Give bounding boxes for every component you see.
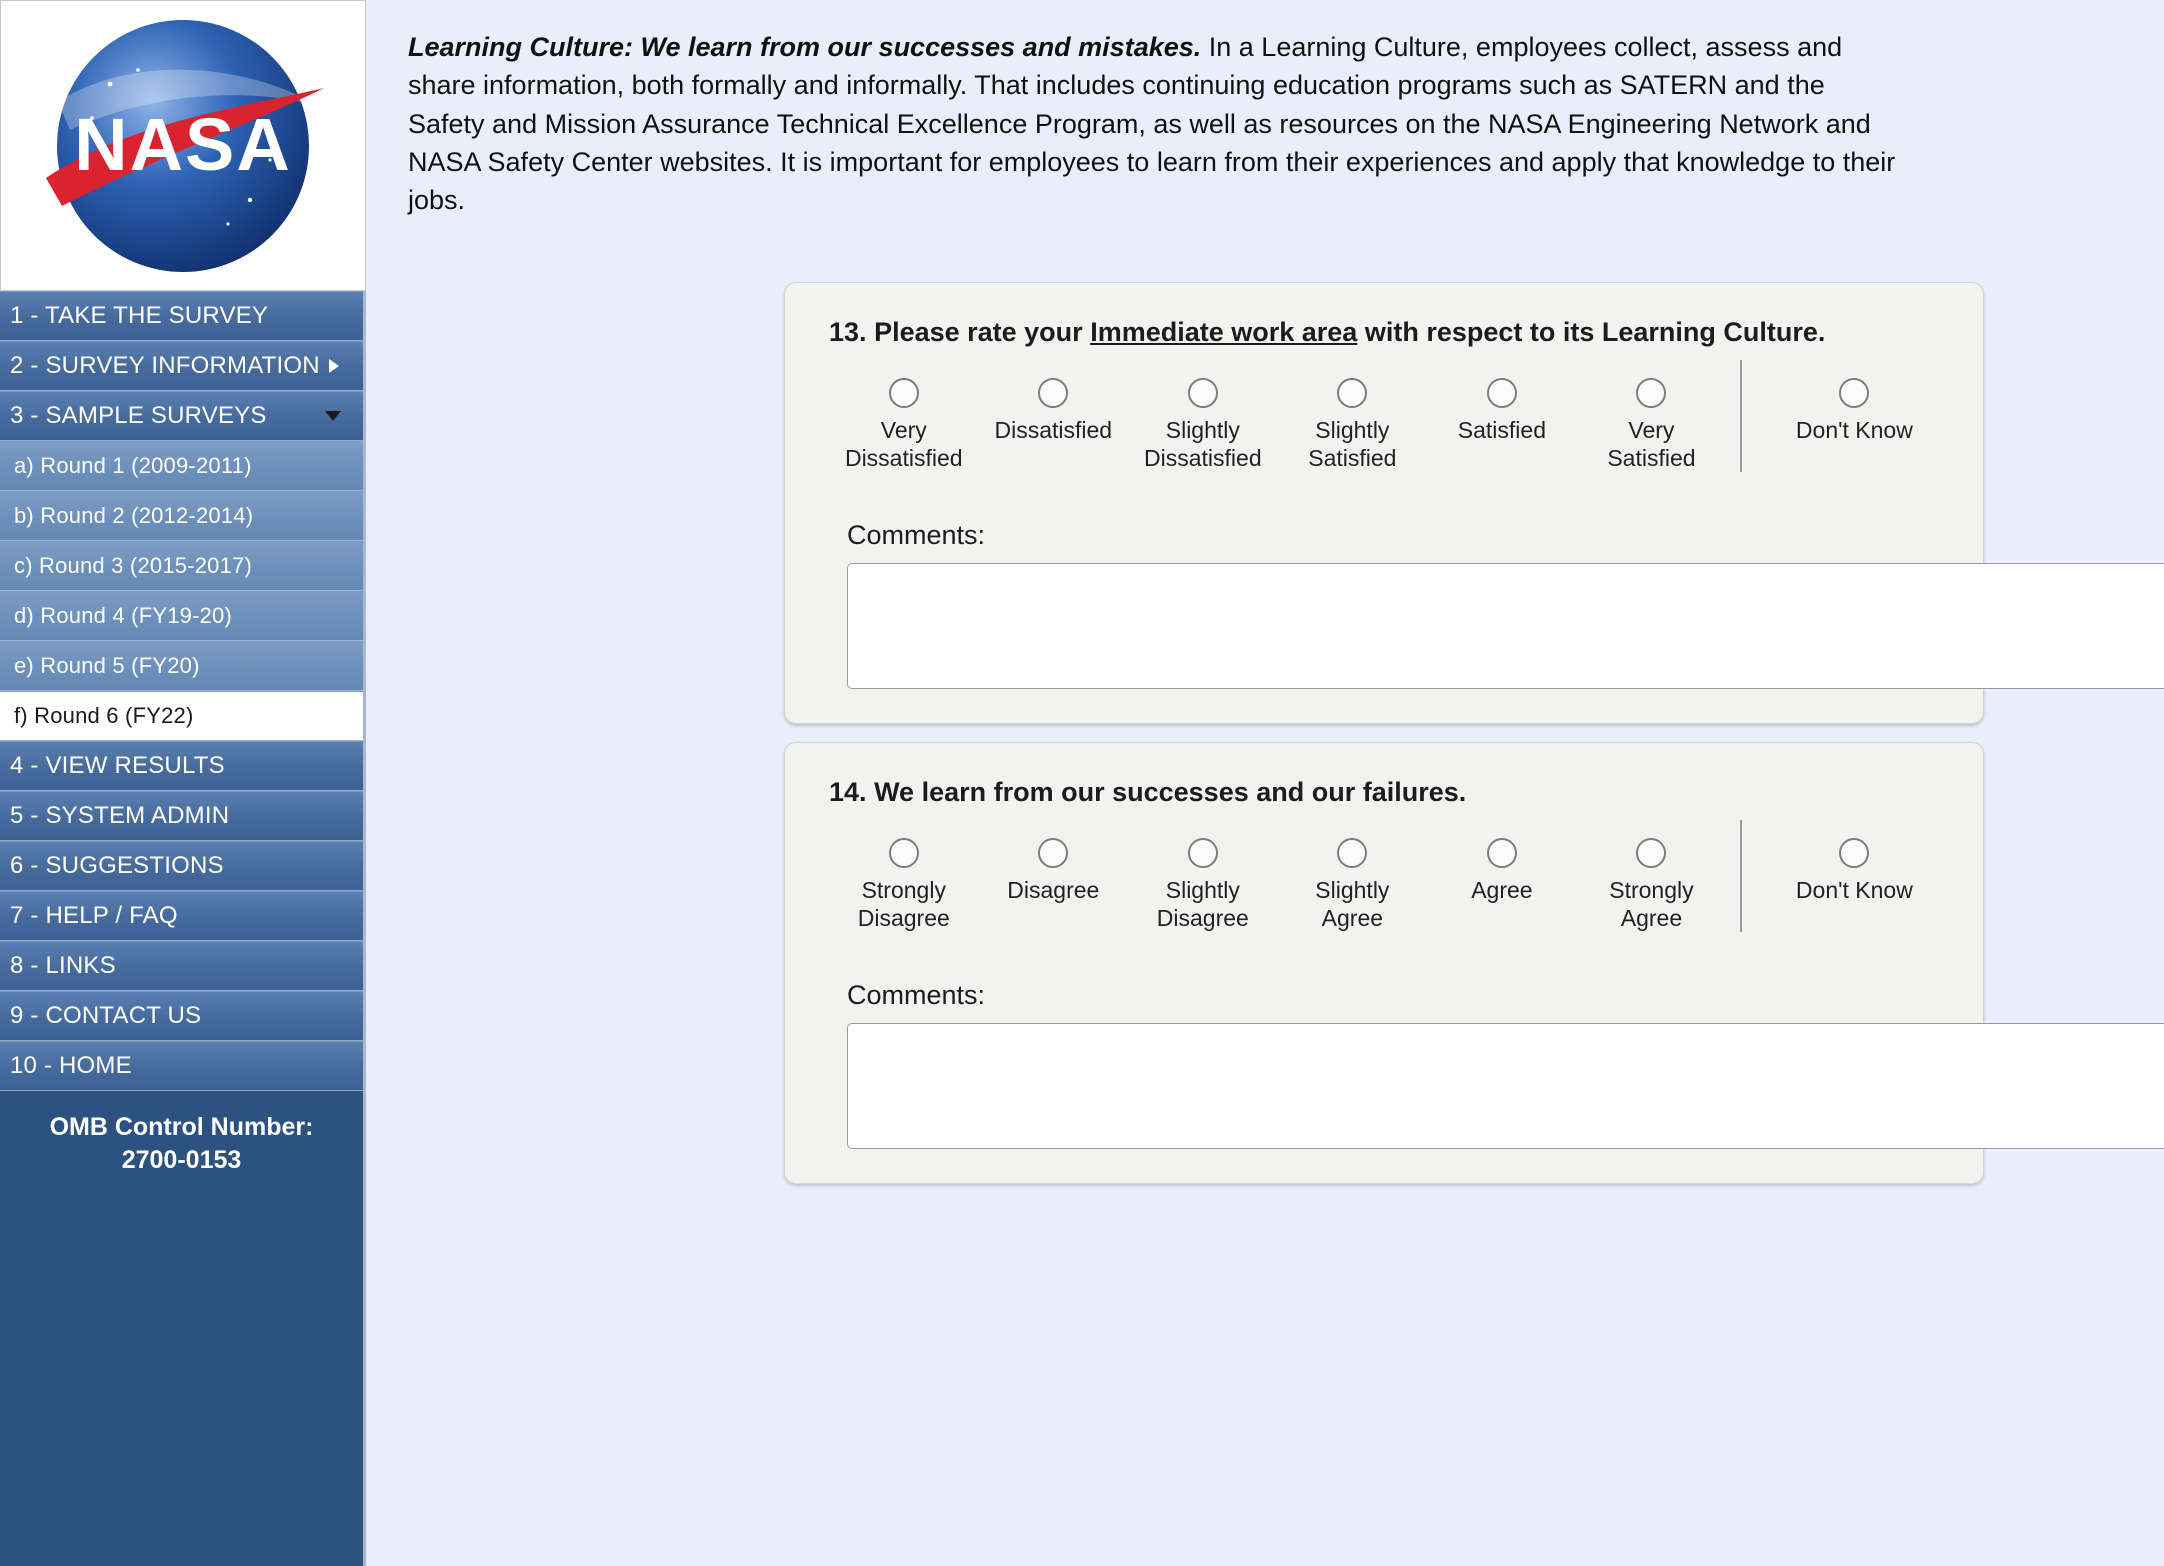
- radio-button[interactable]: [1337, 378, 1367, 408]
- sidebar-item-15[interactable]: [0, 991, 363, 1041]
- sidebar-item-label: 7 - HELP / FAQ: [10, 902, 178, 929]
- rating-option[interactable]: [1577, 378, 1727, 472]
- sidebar-nav: [0, 291, 363, 1091]
- sidebar-item-13[interactable]: [0, 891, 363, 941]
- sidebar-item-6[interactable]: [0, 541, 363, 591]
- sidebar-item-label: e) Round 5 (FY20): [14, 653, 200, 678]
- rating-option-label-line2: Disagree: [1156, 904, 1249, 931]
- sidebar: [0, 0, 366, 1566]
- comments-textarea[interactable]: [847, 563, 2164, 689]
- sidebar-item-4[interactable]: [0, 441, 363, 491]
- sidebar-item-8[interactable]: [0, 641, 363, 691]
- sidebar-item-label: 8 - LINKS: [10, 952, 116, 979]
- question-title: [829, 317, 1943, 348]
- sidebar-item-1[interactable]: [0, 291, 363, 341]
- rating-option-label-line2: Satisfied: [1607, 444, 1696, 471]
- main-content: [366, 0, 2164, 1566]
- question-title-emphasis: Immediate work area: [1090, 316, 1358, 347]
- rating-option-label-line2: Disagree: [857, 904, 950, 931]
- rating-option-label: Agree: [1471, 876, 1533, 903]
- intro-body: In a Learning Culture, employees collect, assess and share information, both formally and informally. That includes continuing education programs such as SATERN and the Safety and Mission Assurance Technical Excellence Program, as well as resources on the NASA Engineering Network and NASA Safety Center websites. It is important for employees to learn from their experiences and apply that knowledge to their jobs.: [408, 32, 1896, 216]
- sidebar-item-label: c) Round 3 (2015-2017): [14, 553, 252, 578]
- rating-option-dont-know[interactable]: [1766, 838, 1943, 904]
- question-title-pre: Please rate your: [874, 316, 1091, 347]
- rating-option[interactable]: [1278, 378, 1428, 472]
- sidebar-item-9[interactable]: [0, 691, 363, 741]
- radio-button[interactable]: [1839, 838, 1869, 868]
- radio-button[interactable]: [1188, 838, 1218, 868]
- radio-button[interactable]: [889, 838, 919, 868]
- sidebar-item-label: 9 - CONTACT US: [10, 1002, 202, 1029]
- question-number: 13.: [829, 316, 867, 347]
- rating-option-label-line2: Dissatisfied: [1144, 444, 1262, 471]
- radio-button[interactable]: [1038, 378, 1068, 408]
- comments-textarea[interactable]: [847, 1023, 2164, 1149]
- chevron-down-icon[interactable]: [325, 411, 341, 421]
- nasa-meatball-icon: [18, 10, 348, 282]
- sidebar-item-10[interactable]: [0, 741, 363, 791]
- sidebar-item-label: 4 - VIEW RESULTS: [10, 752, 225, 779]
- scale-divider: [1740, 360, 1742, 472]
- rating-option-label: Slightly: [1315, 876, 1390, 903]
- sidebar-item-11[interactable]: [0, 791, 363, 841]
- radio-button[interactable]: [1188, 378, 1218, 408]
- radio-button[interactable]: [1337, 838, 1367, 868]
- rating-option[interactable]: [829, 838, 979, 932]
- sidebar-item-5[interactable]: [0, 491, 363, 541]
- rating-option-label: Very: [1628, 416, 1675, 443]
- sidebar-item-label: a) Round 1 (2009-2011): [14, 453, 252, 478]
- question-card: [784, 742, 1984, 1184]
- sidebar-item-label: 10 - HOME: [10, 1052, 132, 1079]
- rating-option[interactable]: [1577, 838, 1727, 932]
- intro-lead: Learning Culture: We learn from our successes and mistakes.: [408, 32, 1202, 62]
- radio-button[interactable]: [1038, 838, 1068, 868]
- rating-option-label-line2: Agree: [1321, 904, 1384, 931]
- rating-option-label: Disagree: [1007, 876, 1100, 903]
- rating-option-dont-know[interactable]: [1766, 378, 1943, 444]
- rating-option-label: Slightly: [1165, 876, 1240, 903]
- comments-label: Comments:: [847, 519, 986, 550]
- sidebar-item-16[interactable]: [0, 1041, 363, 1091]
- radio-button[interactable]: [1636, 378, 1666, 408]
- question-title-post: with respect to its Learning Culture.: [1357, 316, 1826, 347]
- rating-option-label: Slightly: [1315, 416, 1390, 443]
- omb-control-number: [0, 1111, 363, 1176]
- rating-option[interactable]: [1427, 838, 1577, 904]
- rating-option[interactable]: [829, 378, 979, 472]
- radio-button[interactable]: [1636, 838, 1666, 868]
- radio-button[interactable]: [889, 378, 919, 408]
- rating-option-label: Don't Know: [1795, 416, 1913, 443]
- nasa-logo-container: [0, 0, 366, 291]
- rating-option[interactable]: [1128, 378, 1278, 472]
- rating-option-label: Satisfied: [1457, 416, 1546, 443]
- rating-option-label: Dissatisfied: [994, 416, 1113, 443]
- sidebar-item-label: 5 - SYSTEM ADMIN: [10, 802, 230, 829]
- rating-option-label: Very: [880, 416, 927, 443]
- rating-option-label-line2: Satisfied: [1308, 444, 1397, 471]
- sidebar-item-label: 2 - SURVEY INFORMATION: [10, 352, 320, 379]
- sidebar-item-12[interactable]: [0, 841, 363, 891]
- sidebar-item-label: 6 - SUGGESTIONS: [10, 852, 224, 879]
- question-number: 14.: [829, 776, 867, 807]
- omb-label: OMB Control Number:: [49, 1113, 314, 1141]
- rating-option[interactable]: [1427, 378, 1577, 444]
- rating-option-label: Don't Know: [1795, 876, 1913, 903]
- chevron-right-icon[interactable]: [329, 359, 339, 373]
- intro-paragraph: [366, 0, 1946, 220]
- rating-option-label: Slightly: [1165, 416, 1240, 443]
- rating-option-label-line2: Agree: [1620, 904, 1683, 931]
- scale-divider: [1740, 820, 1742, 932]
- rating-scale: [829, 838, 1943, 942]
- rating-option-label: Strongly: [861, 876, 946, 903]
- rating-scale: [829, 378, 1943, 482]
- svg-text:NASA: NASA: [74, 102, 292, 186]
- question-card: [784, 282, 1984, 724]
- questions-container: [366, 282, 2164, 1184]
- sidebar-item-label: f) Round 6 (FY22): [14, 703, 194, 728]
- sidebar-item-3[interactable]: [0, 391, 363, 441]
- rating-option-label: Strongly: [1609, 876, 1694, 903]
- sidebar-item-7[interactable]: [0, 591, 363, 641]
- sidebar-item-label: d) Round 4 (FY19-20): [14, 603, 232, 628]
- rating-option[interactable]: [979, 838, 1129, 904]
- radio-button[interactable]: [1487, 838, 1517, 868]
- sidebar-item-2[interactable]: [0, 341, 363, 391]
- radio-button[interactable]: [1839, 378, 1869, 408]
- rating-option[interactable]: [1278, 838, 1428, 932]
- question-title-pre: We learn from our successes and our failures.: [874, 776, 1467, 807]
- rating-option-label-line2: Dissatisfied: [844, 444, 963, 471]
- rating-option[interactable]: [1128, 838, 1278, 932]
- omb-value: 2700-0153: [121, 1145, 242, 1174]
- rating-option[interactable]: [979, 378, 1129, 444]
- sidebar-item-label: 3 - SAMPLE SURVEYS: [10, 402, 267, 429]
- sidebar-item-14[interactable]: [0, 941, 363, 991]
- comments-label: Comments:: [847, 979, 986, 1010]
- radio-button[interactable]: [1487, 378, 1517, 408]
- sidebar-item-label: 1 - TAKE THE SURVEY: [10, 302, 269, 329]
- sidebar-item-label: b) Round 2 (2012-2014): [14, 503, 254, 528]
- question-title: [829, 777, 1943, 808]
